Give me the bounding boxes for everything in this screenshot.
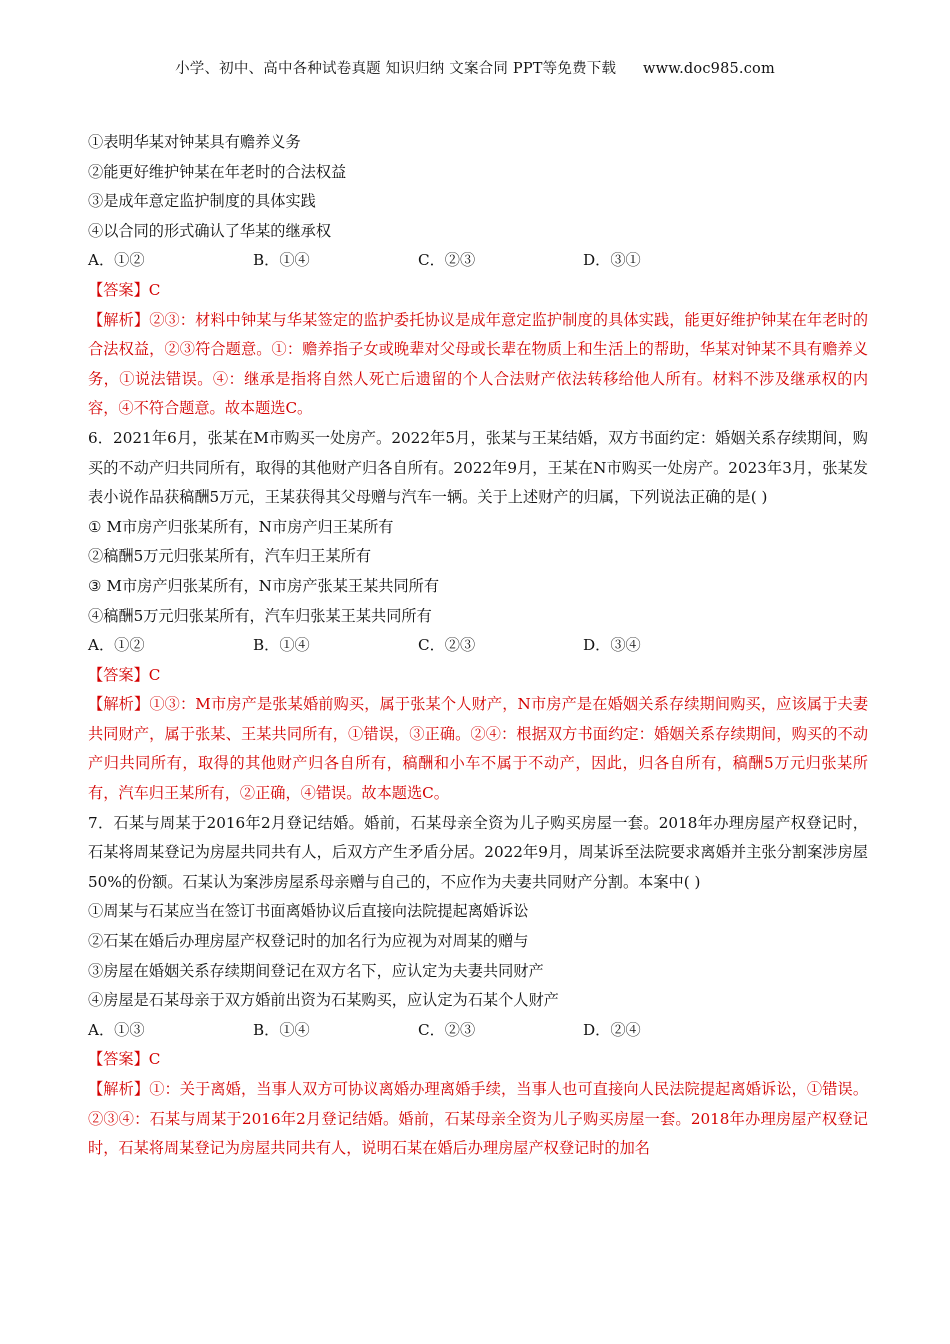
option-c: C．②③ — [418, 1020, 476, 1039]
answer-options — [88, 246, 868, 276]
option-b: B．①④ — [253, 1020, 310, 1039]
analysis-tag: 【解析】 — [88, 1080, 150, 1098]
option-d: D．③① — [583, 251, 641, 270]
statement-item: ④以合同的形式确认了华某的继承权 — [88, 221, 331, 240]
page-header — [0, 57, 950, 78]
question-6 — [88, 424, 868, 809]
statement-item: ③是成年意定监护制度的具体实践 — [88, 192, 316, 211]
answer-line — [88, 661, 868, 691]
option-d: D．③④ — [583, 636, 641, 655]
statement-item: ①表明华某对钟某具有赡养义务 — [88, 133, 301, 151]
option-c: C．②③ — [418, 636, 476, 655]
answer-value: C — [148, 665, 161, 684]
statement-item: ④房屋是石某母亲于双方婚前出资为石某购买，应认定为石某个人财产 — [88, 991, 559, 1010]
analysis-tag: 【解析】 — [88, 695, 150, 714]
answer-line — [88, 276, 868, 306]
statement-item: ③ M市房产归张某所有，N市房产张某王某共同所有 — [88, 576, 440, 595]
statement-item: ②石某在婚后办理房屋产权登记时的加名行为应视为对周某的赠与 — [88, 932, 529, 951]
statement-item: ②能更好维护钟某在年老时的合法权益 — [88, 162, 347, 181]
statement-item: ① M市房产归张某所有，N市房产归王某所有 — [88, 517, 394, 536]
option-a: A．①② — [88, 636, 145, 655]
analysis-text: ①：关于离婚，当事人双方可协议离婚办理离婚手续，当事人也可直接向人民法院提起离婚诉讼，①错误。②③④：石某与周某于2016年2月登记结婚。婚前，石某母亲全资为儿子购买房屋一套。2018年办理房屋产权登记时，石某将周某登记为房屋共同共有人，说明石某在婚后办理房屋产权登记时的加名 — [88, 1080, 869, 1158]
question-stem: 6．2021年6月，张某在M市购买一处房产。2022年5月，张某与王某结婚，双方书面约定：婚姻关系存续期间，购买的不动产归共同所有，取得的其他财产归各自所有。2022年9月，王某在N市购买一处房产。2023年3月，张某发表小说作品获稿酬5万元，王某获得其父母赠与汽车一辆。关于上述财产的归属，下列说法正确的是( ) — [88, 428, 868, 507]
option-a: A．①③ — [88, 1020, 145, 1039]
analysis-paragraph — [88, 690, 868, 808]
option-b: B．①④ — [253, 251, 310, 270]
answer-options — [88, 631, 868, 661]
statement-item: ④稿酬5万元归张某所有，汽车归张某王某共同所有 — [88, 606, 432, 625]
answer-value: C — [148, 280, 161, 299]
header-url[interactable]: www.doc985.com — [642, 61, 775, 77]
analysis-tag: 【解析】 — [88, 310, 150, 329]
question-stem: 7．石某与周某于2016年2月登记结婚。婚前，石某母亲全资为儿子购买房屋一套。2018年办理房屋产权登记时，石某将周某登记为房屋共同共有人，后双方产生矛盾分居。2022年9月，周某诉至法院要求离婚并主张分割案涉房屋50%的份额。石某认为案涉房屋系母亲赠与自己的，不应作为夫妻共同财产分割。本案中( ) — [88, 813, 868, 891]
option-b: B．①④ — [253, 636, 310, 655]
analysis-paragraph — [88, 1075, 868, 1164]
answer-tag: 【答案】 — [88, 1050, 149, 1069]
header-text: 小学、初中、高中各种试卷真题 知识归纳 文案合同 PPT等免费下载 — [175, 61, 617, 77]
option-d: D．②④ — [583, 1020, 641, 1039]
answer-tag: 【答案】 — [88, 280, 149, 299]
answer-line — [88, 1045, 868, 1075]
statement-item: ①周某与石某应当在签订书面离婚协议后直接向法院提起离婚诉讼 — [88, 902, 529, 921]
answer-value: C — [148, 1050, 161, 1069]
answer-tag: 【答案】 — [88, 665, 149, 684]
option-a: A．①② — [88, 251, 145, 270]
statement-item: ②稿酬5万元归张某所有，汽车归王某所有 — [88, 547, 372, 566]
answer-options — [88, 1016, 868, 1046]
analysis-text: ①③：M市房产是张某婚前购买，属于张某个人财产，N市房产是在婚姻关系存续期间购买，应该属于夫妻共同财产，属于张某、王某共同所有，①错误，③正确。②④：根据双方书面约定：婚姻关系存续期间，购买的不动产归共同所有，取得的其他财产归各自所有，稿酬和小车不属于不动产，因此，归各自所有，稿酬5万元归张某所有，汽车归王某所有，②正确，④错误。故本题选C。 — [88, 695, 869, 803]
document-body — [88, 128, 868, 1164]
analysis-paragraph — [88, 306, 868, 424]
statement-item: ③房屋在婚姻关系存续期间登记在双方名下，应认定为夫妻共同财产 — [88, 961, 544, 980]
question-5 — [88, 128, 868, 424]
question-7 — [88, 809, 868, 1164]
option-c: C．②③ — [418, 251, 476, 270]
analysis-text: ②③：材料中钟某与华某签定的监护委托协议是成年意定监护制度的具体实践，能更好维护钟某在年老时的合法权益，②③符合题意。①：赡养指子女或晚辈对父母或长辈在物质上和生活上的帮助，华某对钟某不具有赡养义务，①说法错误。④：继承是指将自然人死亡后遗留的个人合法财产依法转移给他人所有。材料不涉及继承权的内容，④不符合题意。故本题选C。 — [88, 310, 869, 418]
